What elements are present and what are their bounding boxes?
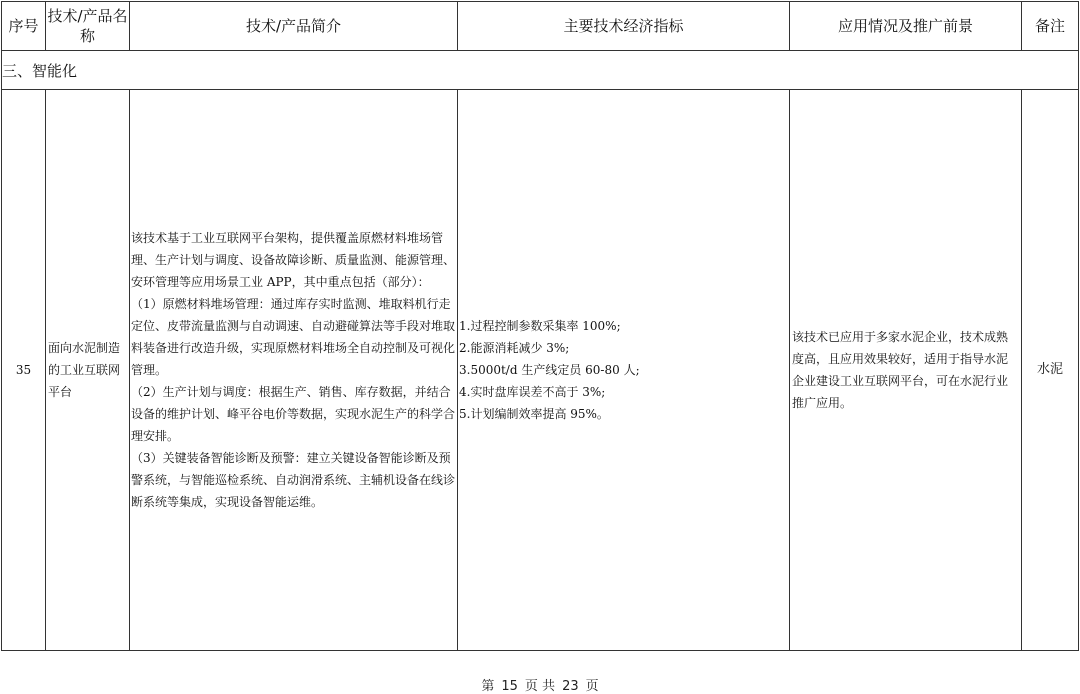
header-seq: 序号 xyxy=(2,2,46,51)
intro-paragraph: （3）关键装备智能诊断及预警：建立关键设备智能诊断及预警系统，与智能巡检系统、自动润滑系统、主辅机设备在线诊断系统等集成，实现设备智能运维。 xyxy=(131,451,456,509)
metric-item: 2.能源消耗减少 3%; xyxy=(459,341,570,355)
cell-application: 该技术已应用于多家水泥企业，技术成熟度高，且应用效果较好，适用于指导水泥企业建设工业互联网平台，可在水泥行业推广应用。 xyxy=(790,90,1022,651)
metric-item: 4.实时盘库误差不高于 3%; xyxy=(459,385,606,399)
intro-paragraph: （1）原燃材料堆场管理：通过库存实时监测、堆取料机行走定位、皮带流量监测与自动调速、自动避碰算法等手段对堆取料装备进行改造升级，实现原燃材料堆场全自动控制及可视化管理。 xyxy=(131,297,456,377)
footer-total-pages: 23 xyxy=(562,679,579,694)
cell-intro xyxy=(130,90,458,651)
technology-table xyxy=(1,1,1079,651)
cell-note: 水泥 xyxy=(1022,90,1079,651)
header-application: 应用情况及推广前景 xyxy=(790,2,1022,51)
footer-suffix: 页 xyxy=(585,679,599,694)
intro-paragraph: （2）生产计划与调度：根据生产、销售、库存数据，并结合设备的维护计划、峰平谷电价等数据，实现水泥生产的科学合理安排。 xyxy=(131,385,456,443)
metric-item: 3.5000t/d 生产线定员 60-80 人; xyxy=(459,363,640,377)
header-note: 备注 xyxy=(1022,2,1079,51)
header-intro: 技术/产品简介 xyxy=(130,2,458,51)
table-row xyxy=(2,90,1079,651)
header-metrics: 主要技术经济指标 xyxy=(458,2,790,51)
cell-metrics xyxy=(458,90,790,651)
header-name: 技术/产品名称 xyxy=(46,2,130,51)
section-title: 三、智能化 xyxy=(2,51,1079,90)
table-header-row xyxy=(2,2,1079,51)
intro-paragraph: 该技术基于工业互联网平台架构，提供覆盖原燃材料堆场管理、生产计划与调度、设备故障诊断、质量监测、能源管理、安环管理等应用场景工业 APP，其中重点包括（部分）： xyxy=(131,231,456,289)
footer-mid: 页 共 xyxy=(524,679,556,694)
metric-item: 1.过程控制参数采集率 100%; xyxy=(459,319,621,333)
footer-page-number: 15 xyxy=(501,679,518,694)
section-row xyxy=(2,51,1079,90)
footer-prefix: 第 xyxy=(481,679,495,694)
page-footer xyxy=(0,675,1080,694)
cell-seq: 35 xyxy=(2,90,46,651)
cell-name: 面向水泥制造的工业互联网平台 xyxy=(46,90,130,651)
metric-item: 5.计划编制效率提高 95%。 xyxy=(459,407,609,421)
